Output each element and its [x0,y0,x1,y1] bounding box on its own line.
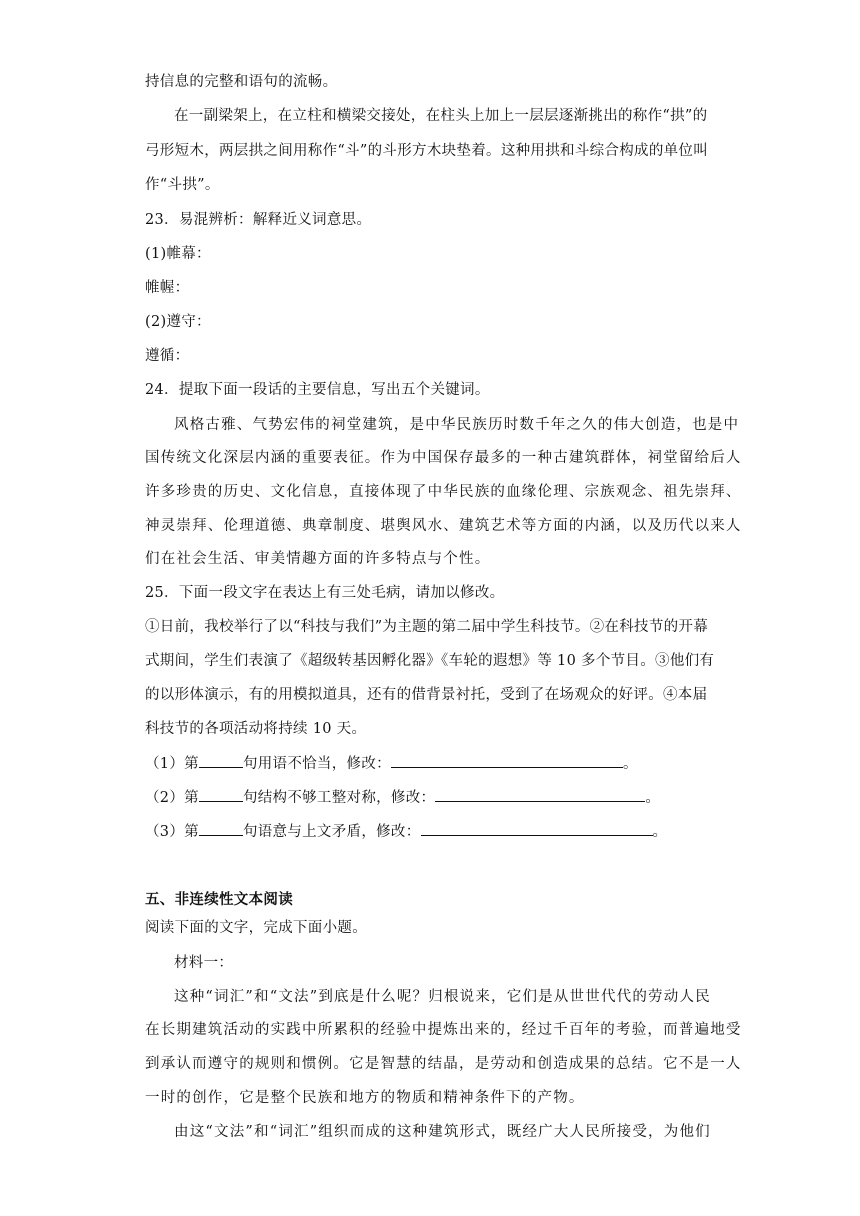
sub-text: 句语意与上文矛盾，修改： [242,824,421,840]
answer-blank[interactable] [199,787,243,802]
sub-end: 。 [645,790,661,806]
q24-passage-line: 风格古雅、气势宏伟的祠堂建筑，是中华民族历时数千年之久的伟大创造，也是中 [174,417,740,433]
q23-item-2: (2)遵守： [145,314,211,330]
question-24-title: 24．提取下面一段话的主要信息，写出五个关键词。 [145,382,490,398]
question-25-title: 25．下面一段文字在表达上有三处毛病，请加以修改。 [145,585,505,601]
q23-item-1: (1)帷幕： [145,246,211,262]
q24-passage-line: 们在社会生活、审美情趣方面的许多特点与个性。 [145,551,491,567]
sub-end: 。 [622,756,638,772]
section-intro: 阅读下面的文字，完成下面小题。 [145,920,367,936]
sub-label: （3）第 [145,824,199,840]
paragraph-line: 作“斗拱”。 [145,177,220,193]
sub-end: 。 [652,824,668,840]
material-line: 到承认而遵守的规则和惯例。它是智慧的结晶，是劳动和创造成果的总结。它不是一人 [145,1056,742,1072]
material-line: 一时的创作，它是整个民族和地方的物质和精神条件下的产物。 [145,1090,585,1106]
answer-blank[interactable] [199,821,243,836]
question-23-title: 23．易混辨析：解释近义词意思。 [145,212,372,228]
paragraph-line: 弓形短木，两层拱之间用称作“斗”的斗形方木块垫着。这种用拱和斗综合构成的单位叫 [145,143,709,159]
material-line: 在长期建筑活动的实践中所累积的经验中提炼出来的，经过千百年的考验，而普遍地受 [145,1022,742,1038]
q25-sub-question-1 [145,753,720,774]
section-heading: 五、非连续性文本阅读 [145,892,293,908]
q25-passage-line: 式期间，学生们表演了《超级转基因孵化器》《车轮的遐想》等 10 多个节目。③他们有 [145,653,715,669]
paragraph-line: 持信息的完整和语句的流畅。 [145,74,338,90]
sub-label: （2）第 [145,790,199,806]
q23-item-2b: 遵循： [145,348,190,364]
q23-item-1b: 帷幄： [145,280,190,296]
answer-blank[interactable] [435,787,645,802]
q25-sub-question-2 [145,787,720,808]
q25-passage-line: 的以形体演示，有的用模拟道具，还有的借背景衬托，受到了在场观众的好评。④本届 [145,687,708,703]
q24-passage-line: 国传统文化深层内涵的重要表征。作为中国保存最多的一种古建筑群体，祠堂留给后人 [145,450,742,466]
paragraph-line: 在一副梁架上，在立柱和横梁交接处，在柱头上加上一层层逐渐挑出的称作“拱”的 [174,108,708,124]
answer-blank[interactable] [199,753,243,768]
q25-passage-line: ①日前，我校举行了以“科技与我们”为主题的第二届中学生科技节。②在科技节的开幕 [145,619,709,635]
sub-label: （1）第 [145,756,199,772]
answer-blank[interactable] [391,753,623,768]
material-label: 材料一： [174,955,234,971]
sub-text: 句用语不恰当，修改： [242,756,391,772]
q24-passage-line: 神灵崇拜、伦理道德、典章制度、堪舆风水、建筑艺术等方面的内涵，以及历代以来人 [145,518,742,534]
material-line: 由这“文法”和“词汇”组织而成的这种建筑形式，既经广大人民所接受，为他们 [174,1124,711,1140]
sub-text: 句结构不够工整对称，修改： [242,790,436,806]
q24-passage-line: 许多珍贵的历史、文化信息，直接体现了中华民族的血缘伦理、宗族观念、祖先崇拜、 [145,484,742,500]
q25-sub-question-3 [145,821,720,842]
q25-passage-line: 科技节的各项活动将持续 10 天。 [145,721,367,737]
material-line: 这种“词汇”和“文法”到底是什么呢？归根说来，它们是从世世代代的劳动人民 [174,989,711,1005]
answer-blank[interactable] [421,821,653,836]
